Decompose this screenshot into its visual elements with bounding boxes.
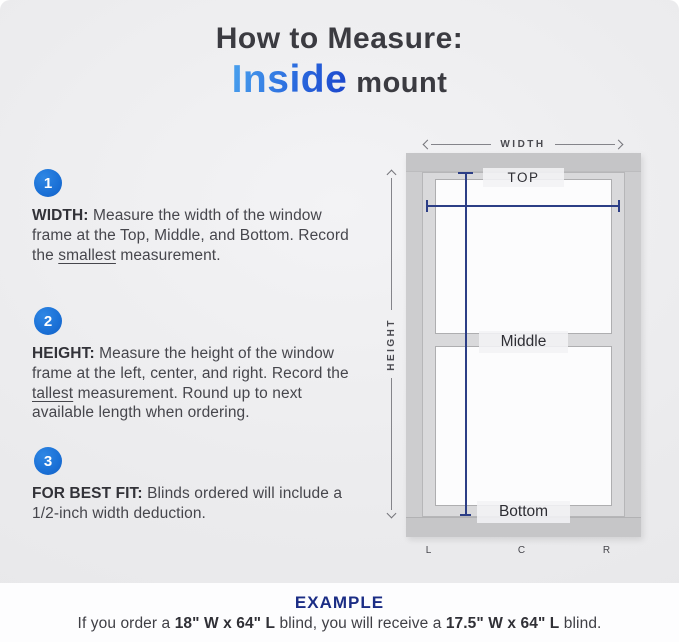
height-arrow-line-top <box>391 178 392 310</box>
arrow-head-up-icon <box>386 170 396 180</box>
step-1-underlined-word: smallest <box>58 246 116 264</box>
width-measure-cap-right <box>618 200 620 212</box>
axis-label-right: R <box>602 545 612 556</box>
example-suffix: blind. <box>559 615 602 632</box>
width-measure-cap-left <box>426 200 428 212</box>
title-line1: How to Measure: <box>215 22 464 55</box>
width-dimension-arrow <box>424 137 622 151</box>
axis-label-left: L <box>425 545 433 556</box>
width-arrow-line-right <box>555 144 615 145</box>
example-prefix: If you order a <box>77 615 175 632</box>
step-2-text <box>32 344 360 423</box>
arrow-head-down-icon <box>386 509 396 519</box>
title-suffix-mount: mount <box>356 67 448 99</box>
step-3-body: Blinds ordered will include a 1/2-inch width deduction. <box>32 485 343 522</box>
example-order-size: 18" W x 64" L <box>174 615 276 632</box>
title-highlight-inside: Inside <box>231 58 348 101</box>
step-3-label: FOR BEST FIT: <box>32 485 143 502</box>
step-1-number-badge: 1 <box>34 169 62 197</box>
window-label-middle: Middle <box>479 331 569 353</box>
step-2-body: Measure the height of the window frame at the left, center, and right. Record the <box>32 345 349 382</box>
window-pane-lower <box>435 346 612 506</box>
window-label-top: TOP <box>483 168 563 187</box>
step-3-text <box>32 484 360 524</box>
step-1 <box>32 169 360 265</box>
step-2-number-badge: 2 <box>34 307 62 335</box>
step-2-underlined-word: tallest <box>32 384 74 402</box>
example-receive-size: 17.5" W x 64" L <box>445 615 560 632</box>
window-label-top-row <box>406 168 641 187</box>
height-dimension-arrow <box>384 171 398 517</box>
example-sentence <box>0 615 679 633</box>
example-heading: EXAMPLE <box>294 593 385 612</box>
width-measure-line <box>427 205 620 207</box>
step-3-number-badge: 3 <box>34 447 62 475</box>
window-label-bottom-row <box>406 501 641 523</box>
step-2 <box>32 307 360 423</box>
step-2-body-end: measurement. Round up to next available length when ordering. <box>32 384 302 422</box>
arrow-head-right-icon <box>614 139 624 149</box>
width-arrow-line-left <box>431 144 491 145</box>
step-1-label: WIDTH: <box>32 207 89 224</box>
axis-label-center: C <box>517 545 527 556</box>
width-dimension-label: WIDTH <box>500 138 546 150</box>
step-2-label: HEIGHT: <box>32 345 95 362</box>
window-label-middle-row <box>406 331 641 353</box>
height-dimension-label: HEIGHT <box>385 317 397 371</box>
step-3 <box>32 447 360 524</box>
arrow-head-left-icon <box>423 139 433 149</box>
step-1-text <box>32 206 360 265</box>
page-title <box>0 22 679 102</box>
height-arrow-line-bottom <box>391 378 392 510</box>
example-section <box>0 583 679 642</box>
window-pane-upper <box>435 179 612 334</box>
step-1-body-end: measurement. <box>115 246 221 264</box>
title-line2 <box>0 58 679 102</box>
window-label-bottom: Bottom <box>477 501 570 523</box>
step-1-body: Measure the width of the window frame at the Top, Middle, and Bottom. Record the <box>32 207 349 264</box>
example-middle: blind, you will receive a <box>275 615 446 632</box>
